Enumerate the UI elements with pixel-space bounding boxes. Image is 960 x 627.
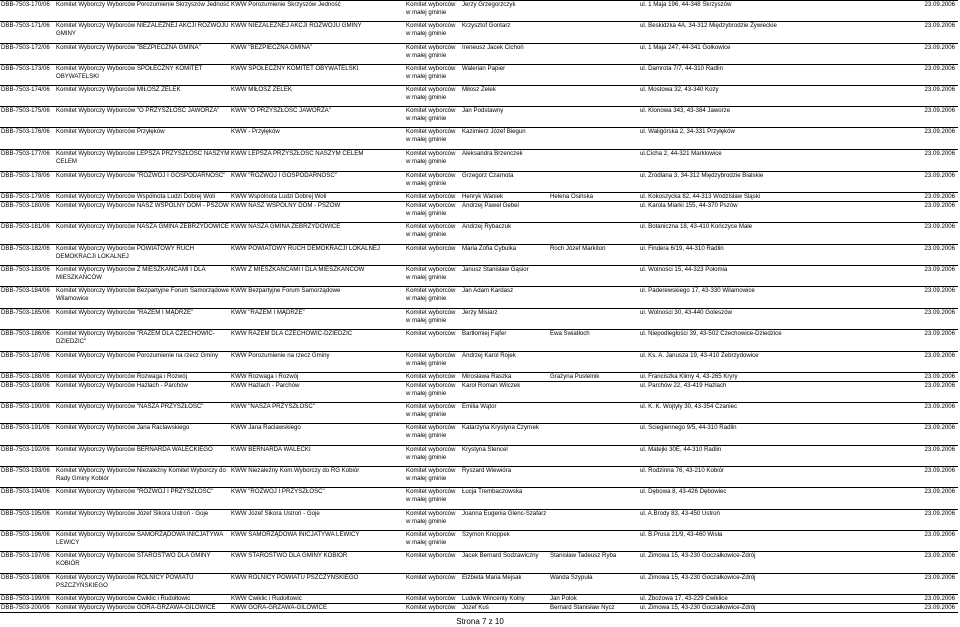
address-cell: ul. Waligórska 2, 34-331 Przyłęków	[639, 128, 843, 145]
table-row	[0, 245, 958, 262]
registration-date-cell: 23.09.2006	[843, 44, 958, 61]
address-cell: ul. Zimowa 15, 43-230 Goczałkowice-Zdrój	[639, 574, 843, 591]
registration-date-cell: 23.09.2006	[843, 107, 958, 124]
address-cell: ul. Botaniczna 18, 43-410 Kończyce Małe	[639, 223, 843, 240]
table-row	[0, 150, 958, 167]
committee-id-cell: DBB-7503-173/06	[0, 65, 55, 82]
table-row	[0, 1, 958, 18]
committee-name-cell: Komitet Wyborczy Wyborców SAMORZĄDOWA INICJATYWA LEWICY	[55, 531, 230, 548]
proxy-name-cell: Walerian Papier	[461, 65, 549, 82]
committee-name-cell: Komitet Wyborczy Wyborców BERNARDA WALECKIEGO	[55, 446, 230, 463]
committee-short-name-cell: KWW Ćwiklic i Rudołtowic	[230, 595, 405, 604]
committee-type-cell: Komitet wyborców w małej gminie	[405, 223, 461, 240]
financial-agent-name-cell	[549, 382, 639, 399]
committee-short-name-cell: KWW MIŁOSZ ZELEK	[230, 86, 405, 103]
committee-short-name-cell: KWW "ROZWÓJ I PRZYSZŁOŚĆ"	[230, 488, 405, 505]
table-row	[0, 446, 958, 463]
table-row	[0, 424, 958, 441]
registration-date-cell: 23.09.2006	[843, 373, 958, 382]
proxy-name-cell: Karol Roman Wilczek	[461, 382, 549, 399]
proxy-name-cell: Aleksandra Brzenczek	[461, 150, 549, 167]
committee-short-name-cell: KWW Wspólnota Ludzi Dobrej Woli	[230, 193, 405, 202]
committee-type-cell: Komitet wyborców w małej gminie	[405, 446, 461, 463]
registration-date-cell: 23.09.2006	[843, 150, 958, 167]
committee-id-cell: DBB-7503-194/06	[0, 488, 55, 505]
committee-short-name-cell: KWW NASZ WSPÓLNY DOM - PSZÓW	[230, 202, 405, 219]
committee-type-cell: Komitet wyborców w małej gminie	[405, 467, 461, 484]
committee-short-name-cell: KWW Niezależny Kom.Wyborczy do RG Kobiór	[230, 467, 405, 484]
proxy-name-cell: Janusz Stanisław Gąsior	[461, 266, 549, 283]
committee-name-cell: Komitet Wyborczy Wyborców "NASZA PRZYSZŁOŚĆ"	[55, 403, 230, 420]
address-cell: ul. Zbożowa 17, 43-229 Ćwiklice	[639, 595, 843, 604]
address-cell: ul. 1 Maja 247, 44-341 Gołkowice	[639, 44, 843, 61]
financial-agent-name-cell: Grażyna Pustelnik	[549, 373, 639, 382]
financial-agent-name-cell: Stanisław Tadeusz Ryba	[549, 552, 639, 569]
registration-date-cell: 23.09.2006	[843, 446, 958, 463]
committee-id-cell: DBB-7503-192/06	[0, 446, 55, 463]
proxy-name-cell: Łucja Trembaczowska	[461, 488, 549, 505]
proxy-name-cell: Ryszard Wiewióra	[461, 467, 549, 484]
registration-date-cell: 23.09.2006	[843, 574, 958, 591]
committee-type-cell: Komitet wyborców	[405, 604, 461, 613]
committee-type-cell: Komitet wyborców w małej gminie	[405, 128, 461, 145]
address-cell: ul.Cicha 2, 44-321 Marklowice	[639, 150, 843, 167]
address-cell: ul. Mostowa 32, 43-340 Kozy	[639, 86, 843, 103]
financial-agent-name-cell	[549, 1, 639, 18]
registration-date-cell: 23.09.2006	[843, 193, 958, 202]
proxy-name-cell: Grzegorz Czarnota	[461, 172, 549, 189]
committee-name-cell: Komitet Wyborczy Wyborców "RAZEM I MĄDRZE"	[55, 309, 230, 326]
committee-short-name-cell: KWW Porozumienie Skrzyszów Jedność	[230, 1, 405, 18]
financial-agent-name-cell: Wanda Szypuła	[549, 574, 639, 591]
address-cell: ul. Franciszka Klimy 4, 43-265 Kryry	[639, 373, 843, 382]
table-row	[0, 330, 958, 347]
committee-short-name-cell: KWW SPOŁECZNY KOMITET OBYWATELSKI	[230, 65, 405, 82]
registration-date-cell: 23.09.2006	[843, 352, 958, 369]
address-cell: ul. Parchów 22, 43-419 Hażlach	[639, 382, 843, 399]
registration-date-cell: 23.09.2006	[843, 202, 958, 219]
committee-name-cell: Komitet Wyborczy Wyborców Józef Sikora Ustroń - Goje	[55, 510, 230, 527]
committee-type-cell: Komitet wyborców w małej gminie	[405, 22, 461, 39]
registration-date-cell: 23.09.2006	[843, 403, 958, 420]
financial-agent-name-cell	[549, 22, 639, 39]
registration-date-cell: 23.09.2006	[843, 510, 958, 527]
committee-id-cell: DBB-7503-195/06	[0, 510, 55, 527]
table-row	[0, 128, 958, 145]
financial-agent-name-cell	[549, 128, 639, 145]
committee-short-name-cell: KWW Z MIESZKAŃCAMI I DLA MIESZKAŃCÓW	[230, 266, 405, 283]
committee-id-cell: DBB-7503-184/06	[0, 287, 55, 304]
registration-date-cell: 23.09.2006	[843, 531, 958, 548]
address-cell: ul. Kokoszycka 82, 44-313 Wodzisław Śląski	[639, 193, 843, 202]
committee-short-name-cell: KWW Rozwaga i Rozwój	[230, 373, 405, 382]
committee-name-cell: Komitet Wyborczy Wyborców MIŁOSZ ZELEK	[55, 86, 230, 103]
committee-type-cell: Komitet wyborców w małej gminie	[405, 382, 461, 399]
committee-id-cell: DBB-7503-199/06	[0, 595, 55, 604]
committee-short-name-cell: KWW Porozumienie na rzecz Gminy	[230, 352, 405, 369]
proxy-name-cell: Szymon Knoppek	[461, 531, 549, 548]
proxy-name-cell: Ireneusz Jacek Cichoń	[461, 44, 549, 61]
address-cell: ul. Źródlana 3, 34-312 Międzybrodzie Bialskie	[639, 172, 843, 189]
committee-type-cell: Komitet wyborców w małej gminie	[405, 309, 461, 326]
committee-short-name-cell: KWW STAROSTWO DLA GMINY KOBIÓR	[230, 552, 405, 569]
committee-type-cell: Komitet wyborców w małej gminie	[405, 352, 461, 369]
committee-id-cell: DBB-7503-187/06	[0, 352, 55, 369]
committee-id-cell: DBB-7503-170/06	[0, 1, 55, 18]
table-row	[0, 22, 958, 39]
financial-agent-name-cell	[549, 172, 639, 189]
committee-id-cell: DBB-7503-188/06	[0, 373, 55, 382]
committee-type-cell: Komitet wyborców w małej gminie	[405, 150, 461, 167]
committee-id-cell: DBB-7503-176/06	[0, 128, 55, 145]
committee-type-cell: Komitet wyborców w małej gminie	[405, 510, 461, 527]
committee-short-name-cell: KWW "NASZA PRZYSZŁOŚĆ"	[230, 403, 405, 420]
address-cell: ul. Rodzinna 76, 43-210 Kobiór	[639, 467, 843, 484]
registration-date-cell: 23.09.2006	[843, 65, 958, 82]
committee-id-cell: DBB-7503-200/06	[0, 604, 55, 613]
proxy-name-cell: Krzysztof Gontarz	[461, 22, 549, 39]
committee-id-cell: DBB-7503-198/06	[0, 574, 55, 591]
committee-id-cell: DBB-7503-197/06	[0, 552, 55, 569]
page-number: Strona 7 z 10	[456, 617, 504, 626]
committee-type-cell: Komitet wyborców	[405, 193, 461, 202]
address-cell: ul. Wolności 30, 43-440 Goleszów	[639, 309, 843, 326]
committee-id-cell: DBB-7503-186/06	[0, 330, 55, 347]
committee-name-cell: Komitet Wyborczy Wyborców Przyłęków	[55, 128, 230, 145]
page-footer	[0, 617, 960, 626]
table-row	[0, 193, 958, 202]
committee-id-cell: DBB-7503-182/06	[0, 245, 55, 262]
committee-name-cell: Komitet Wyborczy Wyborców Porozumienie Skrzyszów Jedność	[55, 1, 230, 18]
financial-agent-name-cell: Roch Józef Markiton	[549, 245, 639, 262]
committee-type-cell: Komitet wyborców	[405, 330, 461, 347]
address-cell: ul. Findera 6/19, 44-310 Radlin	[639, 245, 843, 262]
committee-id-cell: DBB-7503-171/06	[0, 22, 55, 39]
table-row	[0, 382, 958, 399]
committee-type-cell: Komitet wyborców w małej gminie	[405, 1, 461, 18]
registration-date-cell: 23.09.2006	[843, 245, 958, 262]
table-row	[0, 172, 958, 189]
proxy-name-cell: Katarzyna Krystyna Czyrnek	[461, 424, 549, 441]
committee-name-cell: Komitet Wyborczy Wyborców ROLNICY POWIATU PSZCZYŃSKIEGO	[55, 574, 230, 591]
financial-agent-name-cell: Jan Polok	[549, 595, 639, 604]
address-cell: ul. Klonowa 343, 43-384 Jaworze	[639, 107, 843, 124]
committee-name-cell: Komitet Wyborczy Wyborców "O PRZYSZŁOŚĆ JAWORZA"	[55, 107, 230, 124]
committee-type-cell: Komitet wyborców	[405, 595, 461, 604]
financial-agent-name-cell: Helena Osińska	[549, 193, 639, 202]
proxy-name-cell: Miłosz Zelek	[461, 86, 549, 103]
committee-type-cell: Komitet wyborców	[405, 552, 461, 569]
proxy-name-cell: Bartłomiej Fajfer	[461, 330, 549, 347]
committee-name-cell: Komitet Wyborczy Wyborców NIEZALEŻNEJ AKCJI ROZWOJU GMINY	[56, 22, 229, 37]
registration-date-cell: 23.09.2006	[843, 223, 958, 240]
address-cell: ul. Wolności 15, 44-323 Połomia	[639, 266, 843, 283]
committee-short-name-cell: KWW SAMORZĄDOWA INICJATYWA LEWICY	[230, 531, 405, 548]
proxy-name-cell: Jacek Bernard Sodzawiczny	[461, 552, 549, 569]
proxy-name-cell: Jerzy Misiarz	[461, 309, 549, 326]
committee-id-cell: DBB-7503-193/06	[0, 467, 55, 484]
table-row	[0, 488, 958, 505]
table-row	[0, 531, 958, 548]
committee-name-cell: Komitet Wyborczy Wyborców POWIATOWY RUCH DEMOKRACJI LOKALNEJ	[55, 245, 230, 262]
proxy-name-cell: Jan Adam Kardasz	[461, 287, 549, 304]
registration-date-cell: 23.09.2006	[843, 287, 958, 304]
proxy-name-cell: Jerzy Grzegorzczyk	[461, 1, 549, 18]
committee-type-cell: Komitet wyborców w małej gminie	[405, 172, 461, 189]
committee-short-name-cell: KWW Józef Sikora Ustroń - Goje	[230, 510, 405, 527]
financial-agent-name-cell	[549, 287, 639, 304]
committee-short-name-cell: KWW "ROZWÓJ I GOSPODARNOŚĆ"	[230, 172, 405, 189]
address-cell: ul. Ściegiennego 9/5, 44-310 Radlin	[639, 424, 843, 441]
committee-name-cell: Komitet Wyborczy Wyborców STAROSTWO DLA GMINY KOBIÓR	[55, 552, 230, 569]
committee-short-name-cell: KWW "O PRZYSZŁOŚĆ JAWORZA"	[230, 107, 405, 124]
financial-agent-name-cell	[549, 467, 639, 484]
registration-date-cell: 23.09.2006	[843, 382, 958, 399]
table-row	[0, 373, 958, 382]
committee-name-cell: Komitet Wyborczy Wyborców Bezpartyjne Forum Samorządowe Wilamowice	[56, 287, 229, 302]
committee-short-name-cell: KWW NIEZALEŻNEJ AKCJI ROZWOJU GMINY	[230, 22, 405, 39]
address-cell: ul. Paderewskiego 17, 43-330 Wilamowice	[639, 287, 843, 304]
financial-agent-name-cell: Ewa Światłoch	[549, 330, 639, 347]
committee-name-cell: Komitet Wyborczy Wyborców GÓRA-GRZAWA-GILOWICE	[55, 604, 230, 613]
financial-agent-name-cell	[549, 44, 639, 61]
committee-type-cell: Komitet wyborców w małej gminie	[405, 488, 461, 505]
registration-date-cell: 23.09.2006	[843, 128, 958, 145]
financial-agent-name-cell	[549, 446, 639, 463]
registration-date-cell: 23.09.2006	[843, 552, 958, 569]
address-cell: ul. Karola Miarki 155, 44-370 Pszów	[639, 202, 843, 219]
committee-name-cell: Komitet Wyborczy Wyborców Wspólnota Ludzi Dobrej Woli	[55, 193, 230, 202]
financial-agent-name-cell	[549, 266, 639, 283]
proxy-name-cell: Kazimierz Józef Biegun	[461, 128, 549, 145]
committee-name-cell: Komitet Wyborczy Wyborców "ROZWÓJ I GOSPODARNOŚĆ"	[55, 172, 230, 189]
committee-type-cell: Komitet wyborców w małej gminie	[405, 424, 461, 441]
financial-agent-name-cell	[549, 403, 639, 420]
table-row	[0, 202, 958, 219]
committee-name-cell: Komitet Wyborczy Wyborców "ROZWÓJ I PRZYSZŁOŚĆ"	[55, 488, 230, 505]
registration-date-cell: 23.09.2006	[843, 266, 958, 283]
proxy-name-cell: Mirosława Raszka	[461, 373, 549, 382]
committee-short-name-cell: KWW ROLNICY POWIATU PSZCZYŃSKIEGO	[230, 574, 405, 591]
table-row	[0, 107, 958, 124]
table-row	[0, 86, 958, 103]
committee-type-cell: Komitet wyborców w małej gminie	[405, 266, 461, 283]
registration-date-cell: 23.09.2006	[843, 172, 958, 189]
committee-id-cell: DBB-7503-181/06	[0, 223, 55, 240]
committee-id-cell: DBB-7503-183/06	[0, 266, 55, 283]
registration-date-cell: 23.09.2006	[843, 309, 958, 326]
financial-agent-name-cell	[549, 424, 639, 441]
address-cell: ul. Ks. A. Janusza 19, 43-410 Zebrzydowice	[639, 352, 843, 369]
address-cell: ul. Zimowa 15, 43-230 Goczałkowice-Zdrój	[639, 604, 843, 613]
committee-id-cell: DBB-7503-174/06	[0, 86, 55, 103]
committee-id-cell: DBB-7503-189/06	[0, 382, 55, 399]
committee-type-cell: Komitet wyborców	[405, 245, 461, 262]
table-row	[0, 309, 958, 326]
address-cell: ul. Damrota 7/7, 44-310 Radlin	[639, 65, 843, 82]
committee-short-name-cell: KWW "BEZPIECZNA GMINA"	[230, 44, 405, 61]
address-cell: ul. 1 Maja 196, 44-348 Skrzyszów	[639, 1, 843, 18]
address-cell: ul. Matejki 30E, 44-310 Radlin	[639, 446, 843, 463]
committee-id-cell: DBB-7503-177/06	[0, 150, 55, 167]
address-cell: ul. Dębowa 8, 43-426 Dębowiec	[639, 488, 843, 505]
committee-name-cell: Komitet Wyborczy Wyborców Jana Raclawskiego	[55, 424, 230, 441]
table-row	[0, 266, 958, 283]
registration-date-cell: 23.09.2006	[843, 1, 958, 18]
table-row	[0, 510, 958, 527]
table-row	[0, 574, 958, 591]
proxy-name-cell: Krystyna Stencel	[461, 446, 549, 463]
committee-short-name-cell: KWW POWIATOWY RUCH DEMOKRACJI LOKALNEJ	[230, 245, 405, 262]
proxy-name-cell: Emilia Wątor	[461, 403, 549, 420]
financial-agent-name-cell	[549, 352, 639, 369]
committee-short-name-cell: KWW GÓRA-GRZAWA-GILOWICE	[230, 604, 405, 613]
financial-agent-name-cell: Bernard Stanisław Nycz	[549, 604, 639, 613]
committee-id-cell: DBB-7503-179/06	[0, 193, 55, 202]
committee-type-cell: Komitet wyborców w małej gminie	[405, 403, 461, 420]
committee-type-cell: Komitet wyborców w małej gminie	[405, 531, 461, 548]
financial-agent-name-cell	[549, 86, 639, 103]
committee-name-cell: Komitet Wyborczy Wyborców Porozumienie na rzecz Gminy	[55, 352, 230, 369]
committee-type-cell: Komitet wyborców w małej gminie	[405, 287, 461, 304]
registration-date-cell: 23.09.2006	[843, 22, 958, 39]
committee-short-name-cell: KWW Hażlach - Parchów	[230, 382, 405, 399]
address-cell: ul. Zimowa 15, 43-230 Goczałkowice-Zdrój	[639, 552, 843, 569]
registration-date-cell: 23.09.2006	[843, 467, 958, 484]
registration-date-cell: 23.09.2006	[843, 604, 958, 613]
table-row	[0, 65, 958, 82]
proxy-name-cell: Andrzej Paweł Gebel	[461, 202, 549, 219]
table-row	[0, 467, 958, 484]
committee-name-cell: Komitet Wyborczy Wyborców "BEZPIECZNA GMINA"	[55, 44, 230, 61]
committee-type-cell: Komitet wyborców w małej gminie	[405, 86, 461, 103]
table-row	[0, 223, 958, 240]
committee-id-cell: DBB-7503-190/06	[0, 403, 55, 420]
committee-short-name-cell: KWW RAZEM DLA CZECHOWIC-DZIEDZIC	[230, 330, 405, 347]
table-row	[0, 287, 958, 304]
committee-name-cell: Komitet Wyborczy Wyborców LEPSZA PRZYSZŁOŚĆ NASZYM CELEM	[56, 150, 230, 165]
proxy-name-cell: Elżbieta Maria Mejsak	[461, 574, 549, 591]
registration-date-cell: 23.09.2006	[843, 595, 958, 604]
financial-agent-name-cell	[549, 150, 639, 167]
committee-type-cell: Komitet wyborców w małej gminie	[405, 202, 461, 219]
proxy-name-cell: Jan Podstawny	[461, 107, 549, 124]
registration-date-cell: 23.09.2006	[843, 424, 958, 441]
financial-agent-name-cell	[549, 223, 639, 240]
financial-agent-name-cell	[549, 488, 639, 505]
committee-short-name-cell: KWW NASZA GMINA ZEBRZYDOWICE	[230, 223, 405, 240]
committee-id-cell: DBB-7503-196/06	[0, 531, 55, 548]
proxy-name-cell: Henryk Waniek	[461, 193, 549, 202]
committee-short-name-cell: KWW - Przyłęków	[230, 128, 405, 145]
committee-name-cell: Komitet Wyborczy Wyborców Rozwaga i Rozwój	[55, 373, 230, 382]
address-cell: ul. Niepodległości 39, 43-502 Czechowice-Dziedzice	[639, 330, 843, 347]
financial-agent-name-cell	[549, 107, 639, 124]
table-row	[0, 352, 958, 369]
committee-short-name-cell: KWW Bezpartyjne Forum Samorządowe	[230, 287, 405, 304]
registration-date-cell: 23.09.2006	[843, 330, 958, 347]
proxy-name-cell: Józef Kuś	[461, 604, 549, 613]
committee-type-cell: Komitet wyborców w małej gminie	[405, 107, 461, 124]
proxy-name-cell: Joanna Eugenia Glenc-Szafarz	[461, 510, 549, 527]
committee-type-cell: Komitet wyborców w małej gminie	[405, 44, 461, 61]
address-cell: ul. A.Brody 83, 43-450 Ustroń	[639, 510, 843, 527]
committee-id-cell: DBB-7503-172/06	[0, 44, 55, 61]
committee-short-name-cell: KWW BERNARDA WALECKI	[230, 446, 405, 463]
committee-name-cell: Komitet Wyborczy Wyborców Niezależny Komitet Wyborczy do Rady Gminy Kobiór	[55, 467, 230, 484]
table-row	[0, 552, 958, 569]
committee-name-cell: Komitet Wyborczy Wyborców SPOŁECZNY KOMITET OBYWATELSKI	[55, 65, 230, 82]
address-cell: ul. B.Prusa 21/9, 43-460 Wisła	[639, 531, 843, 548]
table-row	[0, 595, 958, 604]
table-row	[0, 403, 958, 420]
committee-id-cell: DBB-7503-175/06	[0, 107, 55, 124]
financial-agent-name-cell	[549, 510, 639, 527]
committee-type-cell: Komitet wyborców	[405, 574, 461, 591]
committee-short-name-cell: KWW LEPSZA PRZYSZŁOŚĆ NASZYM CELEM	[230, 150, 405, 167]
address-cell: ul. Beskidzka 4A, 34-312 Międzybrodzie Żywieckie	[639, 22, 843, 39]
address-cell: ul. K. K. Wojtyły 30, 43-354 Czaniec	[639, 403, 843, 420]
committee-type-cell: Komitet wyborców	[405, 373, 461, 382]
committee-name-cell: Komitet Wyborczy Wyborców "RAZEM DLA CZECHOWIC-DZIEDZIC"	[55, 330, 230, 347]
committee-id-cell: DBB-7503-180/06	[0, 202, 55, 219]
proxy-name-cell: Andrzej Karol Rojek	[461, 352, 549, 369]
proxy-name-cell: Maria Zofia Cybulka	[461, 245, 549, 262]
registration-date-cell: 23.09.2006	[843, 488, 958, 505]
committee-id-cell: DBB-7503-185/06	[0, 309, 55, 326]
committee-name-cell: Komitet Wyborczy Wyborców Z MIESZKAŃCAMI I DLA MIESZKAŃCÓW	[55, 266, 230, 283]
table-row	[0, 604, 958, 613]
financial-agent-name-cell	[549, 309, 639, 326]
registration-date-cell: 23.09.2006	[843, 86, 958, 103]
committee-name-cell: Komitet Wyborczy Wyborców NASZ WSPÓLNY DOM - PSZÓW	[55, 202, 230, 219]
financial-agent-name-cell	[549, 202, 639, 219]
table-row	[0, 44, 958, 61]
committee-type-cell: Komitet wyborców w małej gminie	[405, 65, 461, 82]
proxy-name-cell: Andrzej Rybaczuk	[461, 223, 549, 240]
committee-name-cell: Komitet Wyborczy Wyborców NASZA GMINA ZEBRZYDOWICE	[55, 223, 230, 240]
committee-id-cell: DBB-7503-191/06	[0, 424, 55, 441]
committee-short-name-cell: KWW Jana Raclawskiego	[230, 424, 405, 441]
financial-agent-name-cell	[549, 531, 639, 548]
proxy-name-cell: Ludwik Wincenty Kolny	[461, 595, 549, 604]
financial-agent-name-cell	[549, 65, 639, 82]
committee-name-cell: Komitet Wyborczy Wyborców Ćwiklic i Rudołtowic	[55, 595, 230, 604]
committee-short-name-cell: KWW "RAZEM I MĄDRZE"	[230, 309, 405, 326]
committee-name-cell: Komitet Wyborczy Wyborców Hażlach - Parchów	[55, 382, 230, 399]
committee-id-cell: DBB-7503-178/06	[0, 172, 55, 189]
